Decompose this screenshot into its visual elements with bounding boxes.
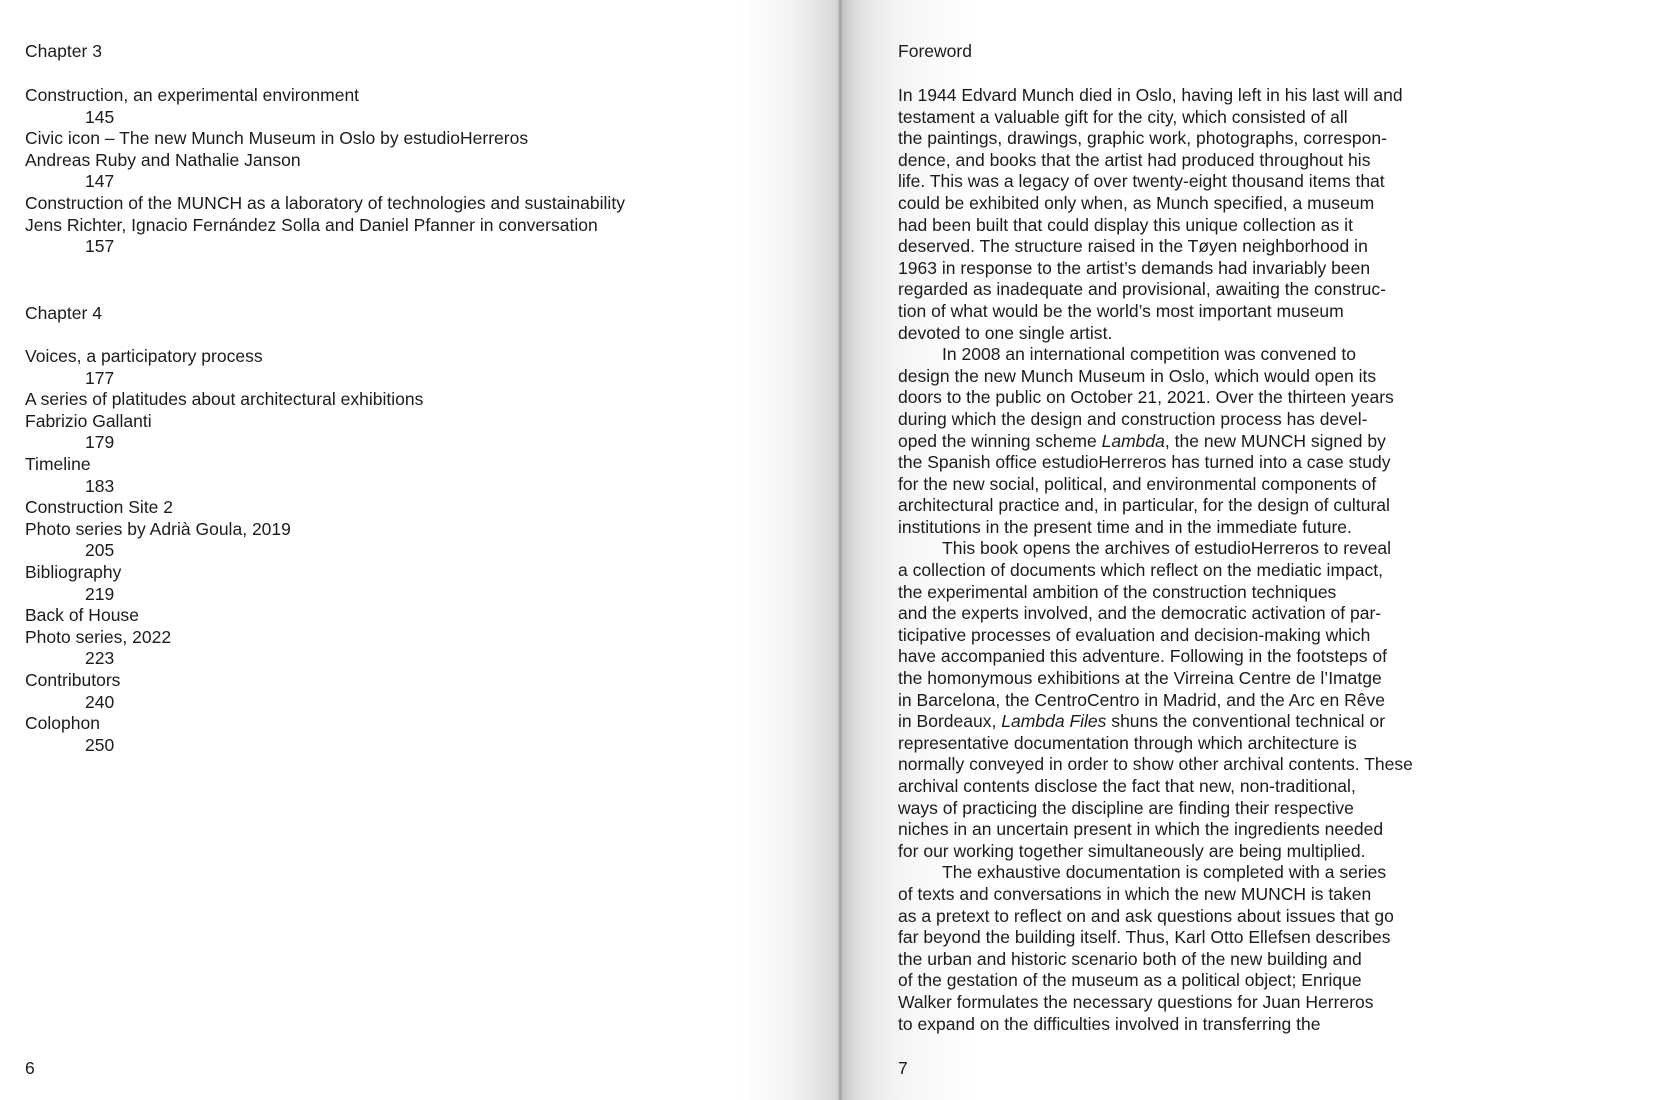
foreword-heading: Foreword xyxy=(898,41,972,61)
foreword-line xyxy=(898,452,1418,474)
foreword-text: the homonymous exhibitions at the Virreina Centre de l’Imatge xyxy=(898,668,1382,689)
foreword-line xyxy=(898,992,1418,1014)
foreword-line xyxy=(898,193,1418,215)
foreword-body xyxy=(898,85,1418,1035)
foreword-text: The exhaustive documentation is completed with a series xyxy=(942,862,1387,883)
foreword-line xyxy=(898,754,1418,776)
right-page-number: 7 xyxy=(898,1058,908,1078)
foreword-text: in Bordeaux, xyxy=(898,711,1002,732)
foreword-line xyxy=(898,409,1418,431)
foreword-line xyxy=(898,107,1418,129)
chapter-3-contents xyxy=(25,85,785,258)
foreword-line xyxy=(898,841,1418,863)
toc-entry-title: Andreas Ruby and Nathalie Janson xyxy=(25,149,301,170)
foreword-line xyxy=(898,819,1418,841)
foreword-text: In 2008 an international competition was convened to xyxy=(942,344,1356,365)
foreword-text: the urban and historic scenario both of the new building and xyxy=(898,948,1362,969)
foreword-text: ways of practicing the discipline are finding their respective xyxy=(898,797,1354,818)
foreword-text: the experimental ambition of the construction techniques xyxy=(898,581,1337,602)
toc-entry-title: Photo series by Adrià Goula, 2019 xyxy=(25,518,291,539)
toc-entry-title: Colophon xyxy=(25,713,101,734)
foreword-line xyxy=(898,301,1418,323)
foreword-text: to expand on the difficulties involved in transferring the xyxy=(898,1013,1321,1034)
foreword-text: and the experts involved, and the democratic activation of par- xyxy=(898,603,1382,624)
foreword-text: during which the design and construction process has devel- xyxy=(898,408,1368,429)
foreword-italic-text: Lambda xyxy=(1101,430,1165,451)
toc-page-number: 223 xyxy=(85,648,115,669)
foreword-text: life. This was a legacy of over twenty-eight thousand items that xyxy=(898,171,1385,192)
foreword-line xyxy=(898,387,1418,409)
foreword-line xyxy=(898,906,1418,928)
foreword-line xyxy=(898,258,1418,280)
foreword-line xyxy=(898,646,1418,668)
toc-entry-title: Civic icon – The new Munch Museum in Oslo by estudioHerreros xyxy=(25,128,529,149)
foreword-text: archival contents disclose the fact that new, non-traditional, xyxy=(898,776,1356,796)
toc-page-number: 250 xyxy=(85,734,115,755)
foreword-line xyxy=(898,711,1418,733)
foreword-text: for our working together simultaneously are being multiplied. xyxy=(898,840,1366,861)
foreword-text: Walker formulates the necessary questions for Juan Herreros xyxy=(898,991,1374,1012)
toc-page-number: 205 xyxy=(85,540,115,561)
toc-page-number: 177 xyxy=(85,367,115,388)
foreword-line xyxy=(898,949,1418,971)
foreword-text: normally conveyed in order to show other archival contents. These xyxy=(898,754,1413,775)
foreword-italic-text: Lambda Files xyxy=(1001,711,1107,732)
book-gutter xyxy=(838,0,842,1100)
foreword-text: ticipative processes of evaluation and decision-making which xyxy=(898,624,1371,645)
toc-entry-title: Timeline xyxy=(25,453,91,474)
toc-page-number: 183 xyxy=(85,475,115,496)
foreword-text: design the new Munch Museum in Oslo, which would open its xyxy=(898,365,1377,386)
foreword-text: in Barcelona, the CentroCentro in Madrid, and the Arc en Rêve xyxy=(898,689,1385,710)
foreword-line xyxy=(898,582,1418,604)
foreword-text: architectural practice and, in particular, for the design of cultural xyxy=(898,495,1390,516)
toc-page-number: 157 xyxy=(85,236,115,257)
foreword-text: niches in an uncertain present in which the ingredients needed xyxy=(898,819,1384,840)
foreword-line xyxy=(898,668,1418,690)
foreword-line xyxy=(898,970,1418,992)
toc-entry-title: Back of House xyxy=(25,605,139,626)
foreword-line xyxy=(898,474,1418,496)
foreword-line xyxy=(898,776,1418,798)
toc-page-number: 147 xyxy=(85,171,115,192)
foreword-text: could be exhibited only when, as Munch specified, a museum xyxy=(898,192,1375,213)
toc-page-number: 145 xyxy=(85,106,115,127)
toc-entry-title: Contributors xyxy=(25,669,121,690)
foreword-text: In 1944 Edvard Munch died in Oslo, having left in his last will and xyxy=(898,85,1403,105)
foreword-line xyxy=(898,323,1418,345)
foreword-text: institutions in the present time and in the immediate future. xyxy=(898,516,1352,537)
foreword-line xyxy=(898,625,1418,647)
foreword-text: 1963 in response to the artist’s demands had invariably been xyxy=(898,257,1371,278)
foreword-text: representative documentation through which architecture is xyxy=(898,732,1357,753)
toc-entry-title: Construction Site 2 xyxy=(25,497,174,518)
foreword-text: shuns the conventional technical or xyxy=(1106,711,1386,732)
foreword-line xyxy=(898,862,1418,884)
foreword-text: as a pretext to reflect on and ask questions about issues that go xyxy=(898,905,1394,926)
toc-page-number: 240 xyxy=(85,691,115,712)
chapter-4-heading: Chapter 4 xyxy=(25,303,102,323)
toc-entry-title: Photo series, 2022 xyxy=(25,626,172,647)
foreword-text: oped the winning scheme xyxy=(898,430,1102,451)
toc-page-number: 179 xyxy=(85,432,115,453)
foreword-line xyxy=(898,431,1418,453)
foreword-line xyxy=(898,344,1418,366)
toc-entry-title: Bibliography xyxy=(25,561,122,582)
toc-entry-title: A series of platitudes about architectural exhibitions xyxy=(25,389,424,410)
foreword-text: , the new MUNCH signed by xyxy=(1164,430,1386,451)
foreword-line xyxy=(898,927,1418,949)
left-page-number: 6 xyxy=(25,1058,35,1078)
foreword-line xyxy=(898,85,1418,107)
foreword-line xyxy=(898,560,1418,582)
foreword-text: had been built that could display this unique collection as it xyxy=(898,214,1353,235)
foreword-text: of texts and conversations in which the new MUNCH is taken xyxy=(898,883,1372,904)
foreword-text: for the new social, political, and environmental components of xyxy=(898,473,1377,494)
foreword-text: testament a valuable gift for the city, which consisted of all xyxy=(898,106,1348,127)
foreword-text: a collection of documents which reflect on the mediatic impact, xyxy=(898,560,1384,581)
toc-entry-title: Jens Richter, Ignacio Fernández Solla and Daniel Pfanner in conversation xyxy=(25,214,598,235)
toc-page-number: 219 xyxy=(85,583,115,604)
foreword-line xyxy=(898,733,1418,755)
foreword-line xyxy=(898,538,1418,560)
foreword-text: devoted to one single artist. xyxy=(898,322,1113,343)
foreword-line xyxy=(898,215,1418,237)
chapter-4-contents xyxy=(25,346,785,756)
foreword-line xyxy=(898,279,1418,301)
foreword-text: regarded as inadequate and provisional, awaiting the construc- xyxy=(898,279,1387,300)
foreword-text: of the gestation of the museum as a political object; Enrique xyxy=(898,970,1362,991)
foreword-line xyxy=(898,171,1418,193)
foreword-text: doors to the public on October 21, 2021. Over the thirteen years xyxy=(898,387,1394,408)
foreword-line xyxy=(898,495,1418,517)
foreword-text: have accompanied this adventure. Following in the footsteps of xyxy=(898,646,1387,667)
foreword-text: dence, and books that the artist had produced throughout his xyxy=(898,149,1371,170)
foreword-line xyxy=(898,128,1418,150)
foreword-text: deserved. The structure raised in the Tøyen neighborhood in xyxy=(898,236,1368,257)
foreword-line xyxy=(898,150,1418,172)
foreword-line xyxy=(898,1014,1418,1036)
foreword-line xyxy=(898,884,1418,906)
foreword-text: the paintings, drawings, graphic work, photographs, correspon- xyxy=(898,128,1387,149)
foreword-text: the Spanish office estudioHerreros has turned into a case study xyxy=(898,452,1391,473)
foreword-text: This book opens the archives of estudioHerreros to reveal xyxy=(942,538,1391,559)
foreword-line xyxy=(898,366,1418,388)
foreword-text: far beyond the building itself. Thus, Karl Otto Ellefsen describes xyxy=(898,927,1391,948)
foreword-text: tion of what would be the world’s most important museum xyxy=(898,300,1344,321)
foreword-line xyxy=(898,517,1418,539)
foreword-line xyxy=(898,690,1418,712)
foreword-line xyxy=(898,798,1418,820)
toc-entry-title: Construction of the MUNCH as a laboratory of technologies and sustainability xyxy=(25,192,625,213)
foreword-line xyxy=(898,603,1418,625)
foreword-line xyxy=(898,236,1418,258)
chapter-3-heading: Chapter 3 xyxy=(25,41,102,61)
toc-entry-title: Fabrizio Gallanti xyxy=(25,410,152,431)
toc-entry-title: Voices, a participatory process xyxy=(25,346,263,366)
toc-entry-title: Construction, an experimental environment xyxy=(25,85,360,105)
